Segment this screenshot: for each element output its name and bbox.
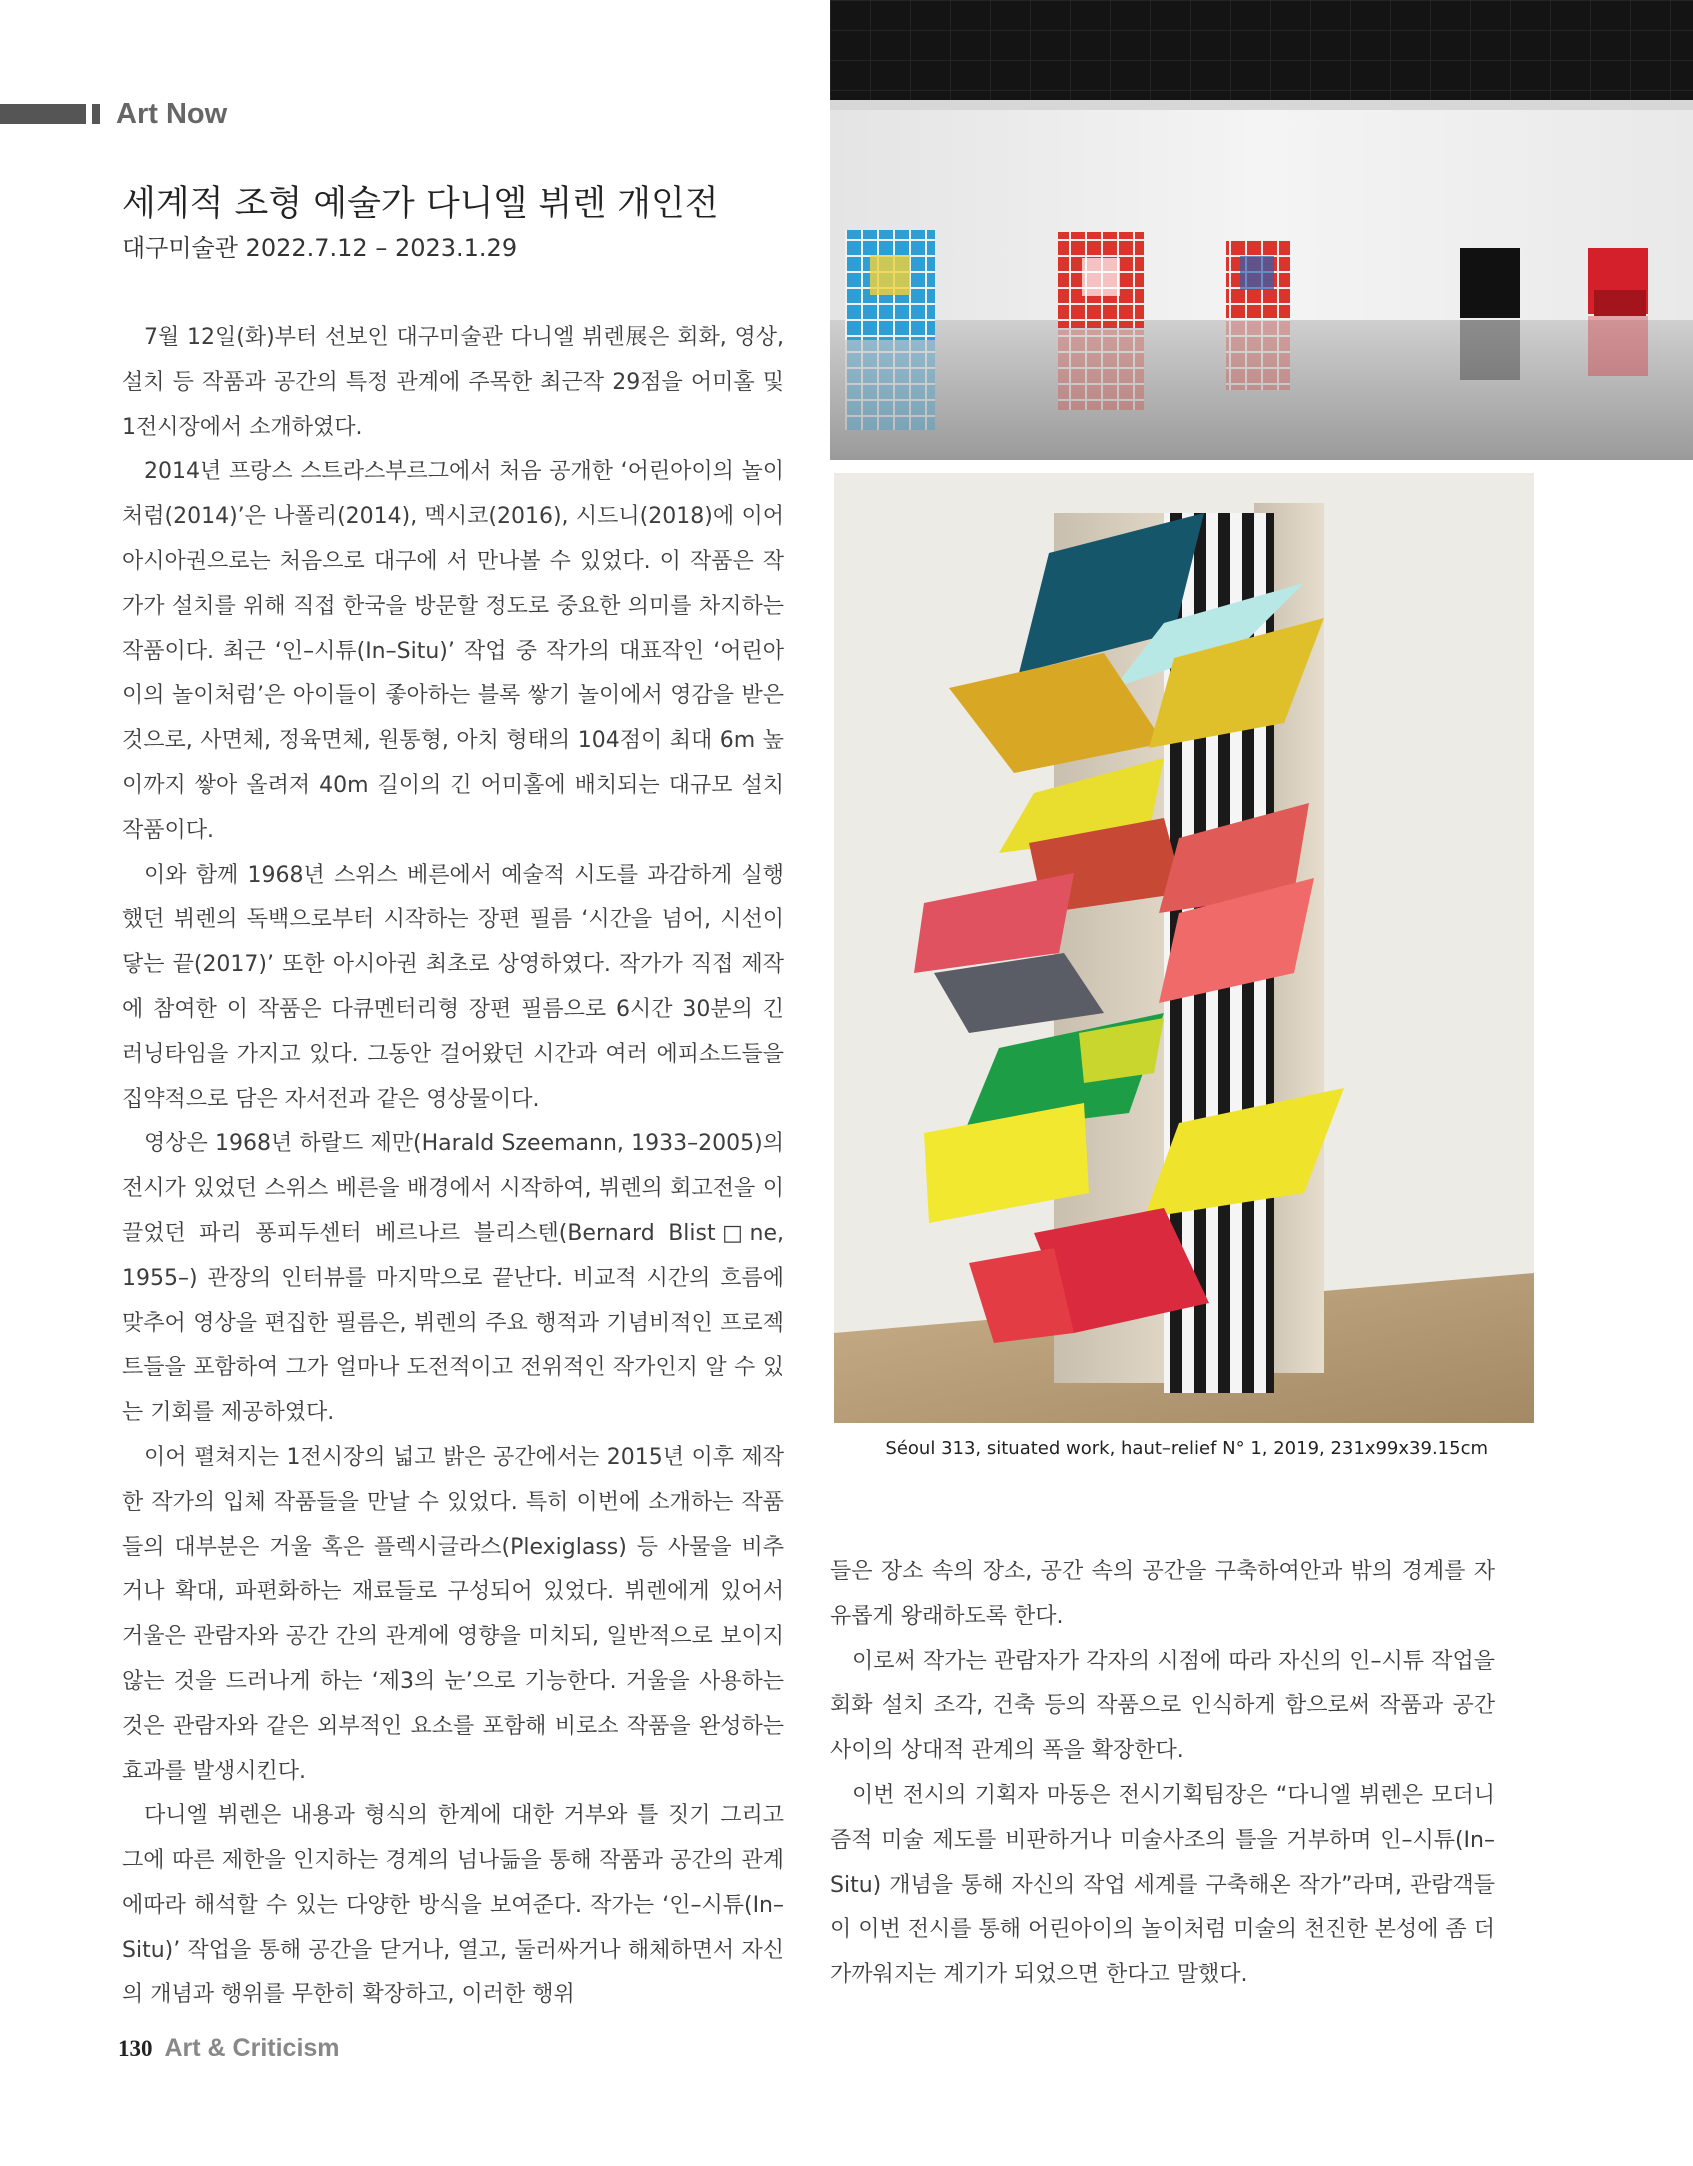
paragraph: 7월 12일(화)부터 선보인 대구미술관 다니엘 뷔렌展은 회화, 영상, 설치 등 작품과 공간의 특정 관계에 주목한 최근작 29점을 어미홀 및 1전시장에서 소개하였다. (122, 325, 784, 440)
section-label: Art Now (116, 97, 228, 130)
left-column (122, 316, 784, 2018)
page-number: 130 (118, 2036, 153, 2061)
paragraph: 이어 펼쳐지는 1전시장의 넓고 밝은 공간에서는 2015년 이후 제작한 작가의 입체 작품들을 만날 수 있었다. 특히 이번에 소개하는 작품들의 대부분은 거울 혹은 플렉시글라스(Plexiglass) 등 사물을 비추거나 확대, 파편화하는 재료들로 구성되어 있었다. 뷔렌에게 있어서 거울은 관람자와 공간 간의 관계에 영향을 미치되, 일반적으로 보이지 않는 것을 드러나게 하는 ‘제3의 눈’으로 기능한다. 거울을 사용하는 것은 관람자와 같은 외부적인 요소를 포함해 비로소 작품을 완성하는 효과를 발생시킨다. (122, 1444, 784, 1784)
section-bar (0, 104, 86, 124)
magazine-name: Art & Criticism (164, 2034, 340, 2062)
paragraph: 이번 전시의 기획자 마동은 전시기획팀장은 “다니엘 뷔렌은 모더니즘적 미술 제도를 비판하거나 미술사조의 틀을 거부하며 인–시튜(In–Situ) 개념을 통해 자신의 작업 세계를 구축해온 작가”라며, 관람객들이 이번 전시를 통해 어린아이의 놀이처럼 미술의 천진한 본성에 좀 더 가까워지는 계기가 되었으면 한다고 말했다. (830, 1782, 1495, 1988)
paragraph: 이와 함께 1968년 스위스 베른에서 예술적 시도를 과감하게 실행했던 뷔렌의 독백으로부터 시작하는 장편 필름 ‘시간을 넘어, 시선이 닿는 끝(2017)’ 또한 아시아권 최초로 상영하였다. 작가가 직접 제작에 참여한 이 작품은 다큐멘터리형 장편 필름으로 6시간 30분의 긴 러닝타임을 가지고 있다. 그동안 걸어왔던 시간과 여러 에피소드들을 집약적으로 담은 자서전과 같은 영상물이다. (122, 862, 784, 1112)
page-footer (118, 2034, 340, 2063)
artwork-photo (834, 473, 1534, 1423)
paragraph: 다니엘 뷔렌은 내용과 형식의 한계에 대한 거부와 틀 짓기 그리고 그에 따른 제한을 인지하는 경계의 넘나듦을 통해 작품과 공간의 관계에따라 해석할 수 있는 다양한 방식을 보여준다. 작가는 ‘인–시튜(In–Situ)’ 작업을 통해 공간을 닫거나, 열고, 둘러싸거나 해체하면서 자신의 개념과 행위를 무한히 확장하고, 이러한 행위 (122, 1803, 784, 2008)
article-title: 세계적 조형 예술가 다니엘 뷔렌 개인전 (122, 184, 719, 224)
paragraph: 영상은 1968년 하랄드 제만(Harald Szeemann, 1933–2005)의 전시가 있었던 스위스 베른을 배경에서 시작하여, 뷔렌의 회고전을 이끌었던 파리 퐁피두센터 베르나르 블리스텐(Bernard Blist□ne, 1955–) 관장의 인터뷰를 마지막으로 끝난다. 비교적 시간의 흐름에 맞추어 영상을 편집한 필름은, 뷔렌의 주요 행적과 기념비적인 프로젝트들을 포함하여 그가 얼마나 도전적이고 전위적인 작가인지 알 수 있는 기회를 제공하였다. (122, 1131, 784, 1426)
right-column (830, 1550, 1495, 1998)
paragraph: 들은 장소 속의 장소, 공간 속의 공간을 구축하여안과 밖의 경계를 자유롭게 왕래하도록 한다. (830, 1559, 1495, 1629)
section-bar-small (92, 104, 100, 124)
gallery-photo (830, 0, 1693, 460)
paragraph: 2014년 프랑스 스트라스부르그에서 처음 공개한 ‘어린아이의 놀이처럼(2014)’은 나폴리(2014), 멕시코(2016), 시드니(2018)에 이어 아시아권으로는 처음으로 대구에 서 만나볼 수 있었다. 이 작품은 작가가 설치를 위해 직접 한국을 방문할 정도로 중요한 의미를 차지하는 작품이다. 최근 ‘인–시튜(In–Situ)’ 작업 중 작가의 대표작인 ‘어린아이의 놀이처럼’은 아이들이 좋아하는 블록 쌓기 놀이에서 영감을 받은 것으로, 사면체, 정육면체, 원통형, 아치 형태의 104점이 최대 6m 높이까지 쌓아 올려져 40m 길이의 긴 어미홀에 배치되는 대규모 설치 작품이다. (122, 459, 784, 843)
section-header (0, 97, 227, 131)
article-subtitle: 대구미술관 2022.7.12 – 2023.1.29 (122, 234, 518, 262)
photo-caption: Séoul 313, situated work, haut–relief N° 1, 2019, 231x99x39.15cm (885, 1438, 1488, 1459)
paragraph: 이로써 작가는 관람자가 각자의 시점에 따라 자신의 인–시튜 작업을 회화 설치 조각, 건축 등의 작품으로 인식하게 함으로써 작품과 공간 사이의 상대적 관계의 폭을 확장한다. (830, 1648, 1495, 1764)
